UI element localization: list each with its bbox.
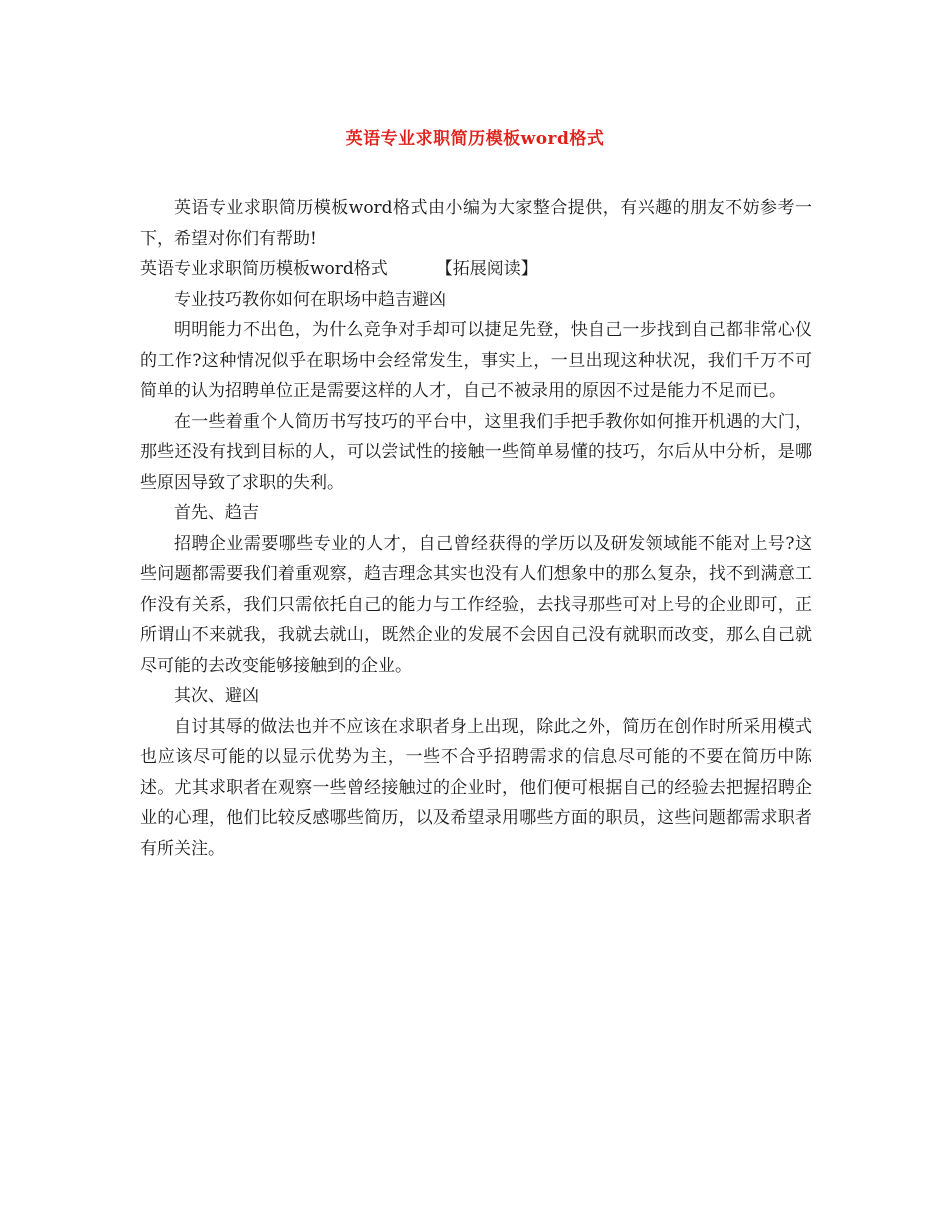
subhead-line [140,254,812,285]
section-title: 专业技巧教你如何在职场中趋吉避凶 [174,289,446,310]
heading-first: 首先、趋吉 [174,503,259,523]
heading-second: 其次、避凶 [174,686,259,706]
extended-reading-label: 【拓展阅读】 [435,259,538,279]
subhead-main: 英语专业求职简历模板word格式 [140,259,388,279]
document-title: 英语专业求职简历模板word格式 [345,129,605,149]
paragraph-2: 在一些着重个人简历书写技巧的平台中，这里我们手把手教你如何推开机遇的大门，那些还没有找到目标的人，可以尝试性的接触一些简单易懂的技巧，尔后从中分析，是哪些原因导致了求职的失利。 [140,411,812,493]
document-body [140,193,812,864]
paragraph-4: 自讨其辱的做法也并不应该在求职者身上出现，除此之外，简历在创作时所采用模式也应该尽可能的以显示优势为主，一些不合乎招聘需求的信息尽可能的不要在简历中陈述。尤其求职者在观察一些曾经接触过的企业时，他们便可根据自己的经验去把握招聘企业的心理，他们比较反感哪些简历，以及希望录用哪些方面的职员，这些问题都需求职者有所关注。 [140,716,812,859]
paragraph-1: 明明能力不出色，为什么竞争对手却可以捷足先登，快自己一步找到自己都非常心仪的工作?这种情况似乎在职场中会经常发生，事实上，一旦出现这种状况，我们千万不可简单的认为招聘单位正是需要这样的人才，自己不被录用的原因不过是能力不足而已。 [140,320,812,401]
intro-paragraph: 英语专业求职简历模板word格式由小编为大家整合提供，有兴趣的朋友不妨参考一下，希望对你们有帮助! [140,198,812,249]
paragraph-3: 招聘企业需要哪些专业的人才，自己曾经获得的学历以及研发领域能不能对上号?这些问题都需要我们着重观察，趋吉理念其实也没有人们想象中的那么复杂，找不到满意工作没有关系，我们只需依托自己的能力与工作经验，去找寻那些可对上号的企业即可，正所谓山不来就我，我就去就山，既然企业的发展不会因自己没有就职而改变，那么自己就尽可能的去改变能够接触到的企业。 [140,533,812,676]
